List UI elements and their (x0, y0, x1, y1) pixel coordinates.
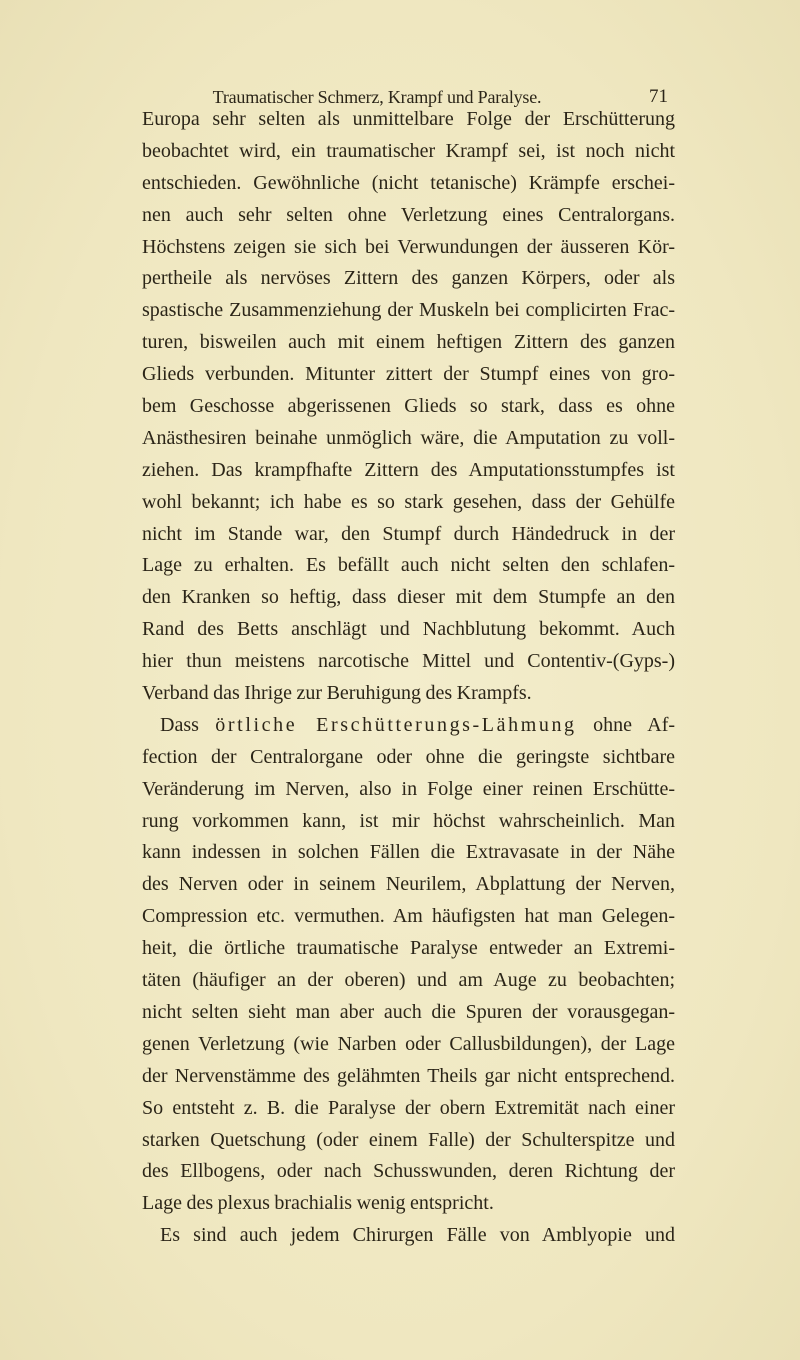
text-line: Compression etc. vermuthen. Am häufigsten hat man Gelegen- (142, 905, 675, 928)
text-line: hier thun meistens narcotische Mittel und Contentiv-(Gyps-) (142, 650, 675, 673)
text-line: der Nervenstämme des gelähmten Theils gar nicht entsprechend. (142, 1064, 675, 1087)
text-line: Lage des plexus brachialis wenig entspricht. (142, 1192, 494, 1215)
text-line: Lage zu erhalten. Es befällt auch nicht selten den schlafen- (142, 554, 675, 577)
text-line: Europa sehr selten als unmittelbare Folge der Erschütterung (142, 108, 675, 130)
text-line: pertheile als nervöses Zittern des ganzen Körpers, oder als (142, 267, 675, 290)
text-line: So entsteht z. B. die Paralyse der obern Extremität nach einer (142, 1096, 675, 1119)
paragraph (142, 1220, 675, 1252)
text-span: Dass (160, 713, 199, 736)
text-line: nicht selten sieht man aber auch die Spuren der vorausgegan- (142, 1000, 675, 1023)
text-line: fection der Centralorgane oder ohne die geringste sichtbare (142, 745, 675, 768)
text-line: starken Quetschung (oder einem Falle) der Schulterspitze und (142, 1128, 675, 1151)
text-line: Es sind auch jedem Chirurgen Fälle von Amblyopie und (160, 1224, 675, 1247)
text-line: turen, bisweilen auch mit einem heftigen Zittern des ganzen (142, 331, 675, 354)
text-line: wohl bekannt; ich habe es so stark gesehen, dass der Gehülfe (142, 490, 675, 513)
text-line: täten (häufiger an der oberen) und am Auge zu beobachten; (142, 969, 675, 992)
text-line: Glieds verbunden. Mitunter zittert der Stumpf eines von gro- (142, 363, 675, 386)
text-line: genen Verletzung (wie Narben oder Callusbildungen), der Lage (142, 1032, 675, 1055)
emphasized-term: örtliche Erschütterungs-Lähmung (215, 713, 577, 736)
paragraph (142, 710, 675, 1220)
text-line (142, 710, 675, 742)
text-line: des Ellbogens, oder nach Schusswunden, deren Richtung der (142, 1160, 675, 1183)
text-line: heit, die örtliche traumatische Paralyse entweder an Extremi- (142, 937, 675, 960)
page-number: 71 (649, 86, 668, 107)
body-text (142, 104, 675, 1252)
text-line: nicht im Stande war, den Stumpf durch Händedruck in der (142, 522, 675, 545)
paragraph (142, 104, 675, 710)
text-line: des Nerven oder in seinem Neurilem, Abplattung der Nerven, (142, 873, 675, 896)
text-line: Verband das Ihrige zur Beruhigung des Krampfs. (142, 682, 532, 705)
text-line: Rand des Betts anschlägt und Nachblutung bekommt. Auch (142, 618, 675, 641)
text-line: den Kranken so heftig, dass dieser mit dem Stumpfe an den (142, 586, 675, 609)
text-line: bem Geschosse abgerissenen Glieds so stark, dass es ohne (142, 395, 675, 418)
text-line: Veränderung im Nerven, also in Folge einer reinen Erschütte- (142, 777, 675, 800)
running-header-title: Traumatischer Schmerz, Krampf und Paralyse. (212, 87, 542, 107)
text-line: beobachtet wird, ein traumatischer Krampf sei, ist noch nicht (142, 139, 675, 162)
text-line: nen auch sehr selten ohne Verletzung eines Centralorgans. (142, 203, 675, 226)
text-line: kann indessen in solchen Fällen die Extravasate in der Nähe (142, 841, 675, 864)
text-line: entschieden. Gewöhnliche (nicht tetanische) Krämpfe erschei- (142, 171, 675, 194)
text-line: Anästhesiren beinahe unmöglich wäre, die Amputation zu voll- (142, 426, 675, 449)
text-line: rung vorkommen kann, ist mir höchst wahrscheinlich. Man (142, 809, 675, 832)
text-line: spastische Zusammenziehung der Muskeln bei complicirten Frac- (142, 299, 675, 322)
text-span: ohne Af- (593, 713, 676, 736)
text-line: Höchstens zeigen sie sich bei Verwundungen der äusseren Kör- (142, 235, 675, 258)
text-line: ziehen. Das krampfhafte Zittern des Amputationsstumpfes ist (142, 458, 675, 481)
